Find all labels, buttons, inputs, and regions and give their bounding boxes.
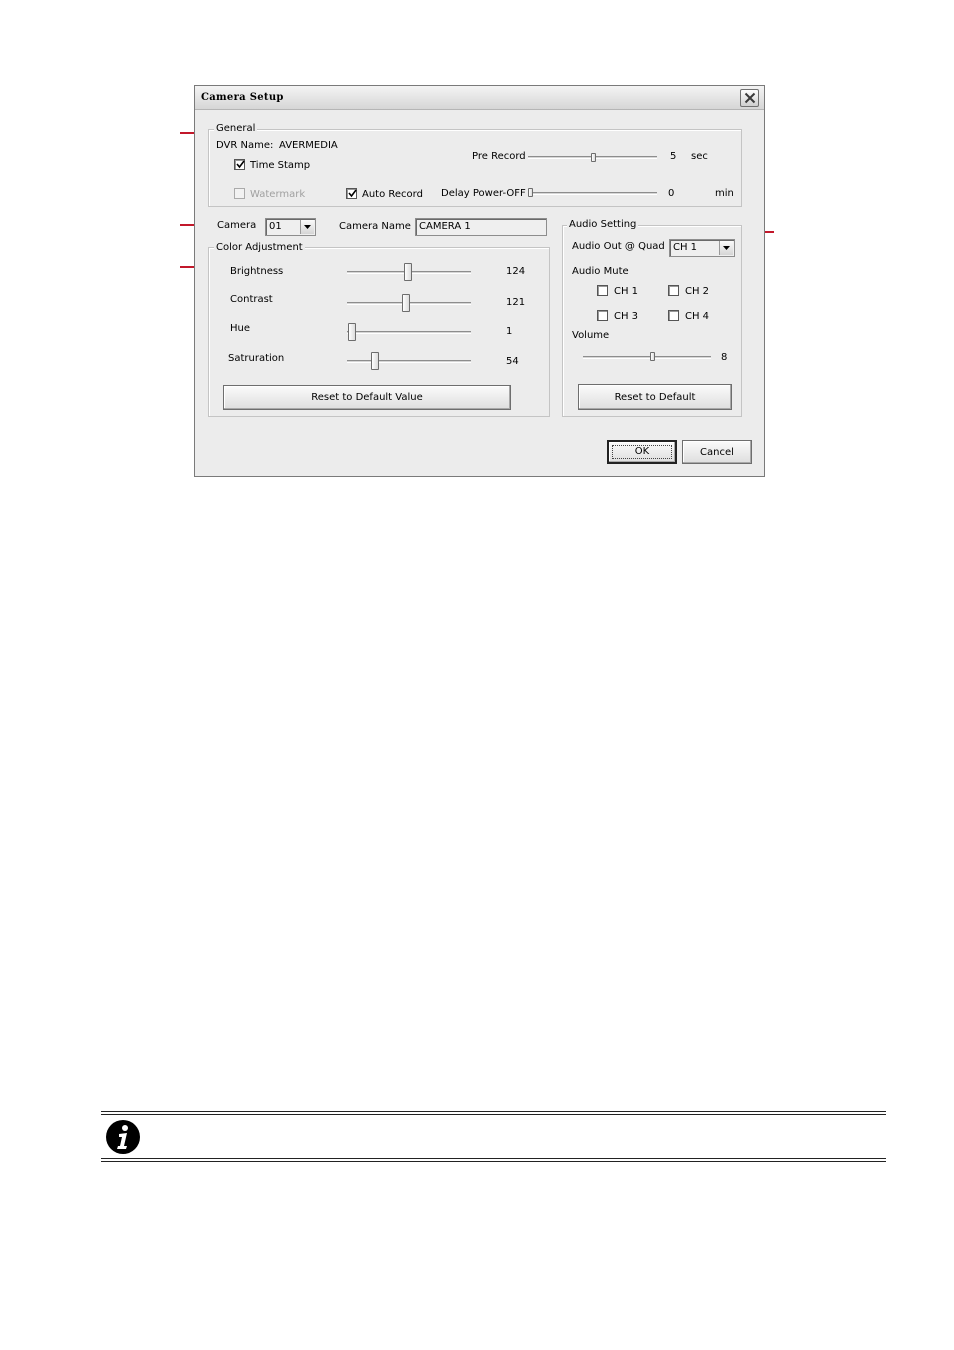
audio-mute-label: Audio Mute — [572, 266, 629, 277]
delay-power-off-slider-thumb[interactable] — [528, 188, 533, 197]
dvr-name-label: DVR Name: — [216, 140, 274, 151]
time-stamp-label: Time Stamp — [250, 160, 311, 171]
delay-power-off-label: Delay Power-OFF — [441, 188, 526, 199]
camera-select-arrow[interactable] — [300, 220, 314, 234]
mute-ch1-label: CH 1 — [614, 286, 639, 297]
chevron-down-icon — [304, 225, 311, 229]
pre-record-slider-thumb[interactable] — [591, 153, 596, 162]
auto-record-label: Auto Record — [362, 189, 423, 200]
pre-record-unit: sec — [691, 151, 708, 162]
hue-slider-track[interactable] — [347, 331, 471, 334]
brightness-label: Brightness — [230, 266, 284, 277]
mute-ch2-label: CH 2 — [685, 286, 710, 297]
volume-value: 8 — [721, 352, 728, 363]
camera-setup-dialog — [194, 85, 765, 477]
mute-ch4-checkbox[interactable] — [668, 310, 679, 321]
dialog-titlebar[interactable] — [195, 86, 764, 110]
brightness-slider-thumb[interactable] — [404, 263, 412, 281]
contrast-slider-thumb[interactable] — [402, 294, 410, 312]
delay-power-off-unit: min — [715, 188, 734, 199]
info-icon — [105, 1119, 141, 1155]
audio-out-select-arrow[interactable] — [719, 241, 733, 255]
close-x-icon — [744, 92, 756, 104]
mute-ch3-checkbox[interactable] — [597, 310, 608, 321]
note-top-rule — [101, 1111, 886, 1112]
hue-slider-thumb[interactable] — [348, 323, 356, 341]
delay-power-off-value: 0 — [668, 188, 675, 199]
cancel-button[interactable]: Cancel — [682, 440, 752, 464]
chevron-down-icon — [723, 246, 730, 250]
camera-name-value: CAMERA 1 — [419, 221, 471, 232]
watermark-checkbox[interactable] — [234, 188, 245, 199]
reset-color-default-button[interactable]: Reset to Default Value — [223, 385, 511, 410]
reset-audio-default-button[interactable]: Reset to Default — [578, 384, 732, 410]
checkmark-icon — [236, 160, 245, 169]
mute-ch4-label: CH 4 — [685, 311, 710, 322]
mute-ch1-checkbox[interactable] — [597, 285, 608, 296]
checkmark-icon — [348, 189, 357, 198]
camera-label: Camera — [217, 220, 257, 231]
auto-record-checkbox[interactable] — [346, 188, 357, 199]
volume-slider-track[interactable] — [583, 356, 711, 359]
mute-ch2-checkbox[interactable] — [668, 285, 679, 296]
camera-select[interactable] — [265, 218, 316, 236]
audio-setting-group-label: Audio Setting — [569, 219, 637, 230]
saturation-slider-thumb[interactable] — [371, 352, 379, 370]
ok-button[interactable] — [607, 440, 677, 464]
contrast-value: 121 — [506, 297, 526, 308]
saturation-value: 54 — [506, 356, 519, 367]
time-stamp-checkbox[interactable] — [234, 159, 245, 170]
contrast-label: Contrast — [230, 294, 273, 305]
saturation-slider-track[interactable] — [347, 360, 471, 363]
hue-value: 1 — [506, 326, 513, 337]
close-button[interactable] — [740, 89, 759, 107]
volume-label: Volume — [572, 330, 610, 341]
note-bottom-rule-2 — [101, 1161, 886, 1162]
ok-button-label: OK — [634, 446, 650, 457]
hue-label: Hue — [230, 323, 251, 334]
note-top-rule-2 — [101, 1114, 886, 1115]
pre-record-value: 5 — [670, 151, 677, 162]
audio-out-select[interactable] — [669, 239, 735, 257]
note-bottom-rule — [101, 1158, 886, 1159]
audio-out-select-value: CH 1 — [673, 242, 698, 253]
dvr-name-value: AVERMEDIA — [279, 140, 338, 151]
mute-ch3-label: CH 3 — [614, 311, 639, 322]
watermark-label: Watermark — [250, 189, 306, 200]
camera-name-input[interactable] — [415, 218, 547, 236]
dialog-title: Camera Setup — [201, 92, 284, 103]
volume-slider-thumb[interactable] — [650, 352, 655, 361]
color-adjustment-group-label: Color Adjustment — [216, 242, 303, 253]
pre-record-label: Pre Record — [472, 151, 526, 162]
delay-power-off-slider-track[interactable] — [528, 192, 657, 195]
camera-select-value: 01 — [269, 221, 282, 232]
general-group-label: General — [216, 123, 256, 134]
saturation-label: Satruration — [228, 353, 285, 364]
brightness-value: 124 — [506, 266, 526, 277]
camera-name-label: Camera Name — [339, 221, 411, 232]
audio-out-label: Audio Out @ Quad — [572, 241, 665, 252]
